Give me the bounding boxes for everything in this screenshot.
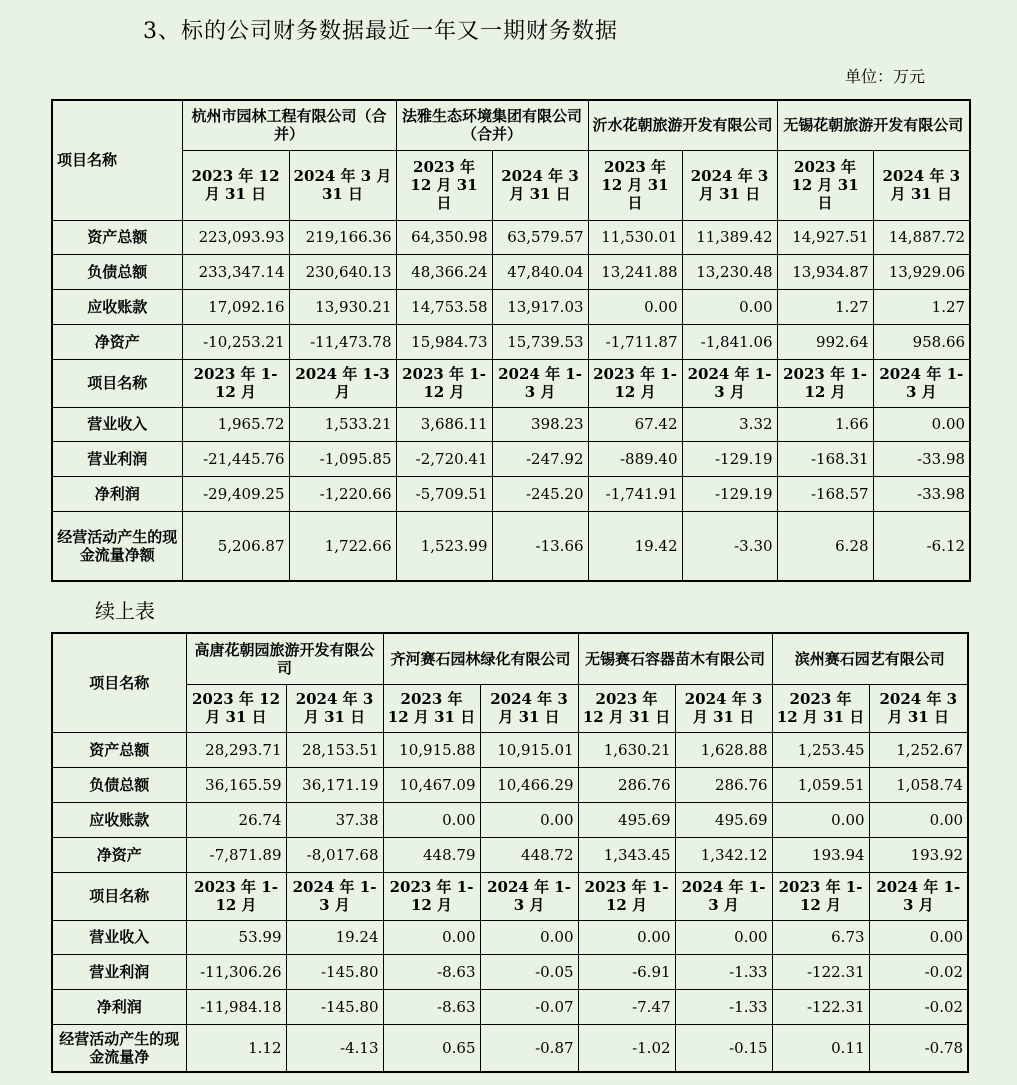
value-cell: -0.78 (869, 1024, 968, 1072)
date-header: 2023 年 12 月 31 日 (772, 684, 869, 732)
period-header: 2024 年 1-3 月 (480, 872, 578, 920)
date-header: 2023 年 12 月 31 日 (186, 684, 286, 732)
value-cell: -0.07 (480, 989, 578, 1024)
date-header: 2024 年 3 月 31 日 (873, 150, 970, 220)
date-header: 2024 年 3 月 31 日 (286, 684, 383, 732)
row-label: 营业收入 (52, 407, 182, 441)
value-cell: 10,915.01 (480, 732, 578, 767)
value-cell: 286.76 (578, 767, 675, 802)
date-header: 2023 年 12 月 31 日 (777, 150, 873, 220)
value-cell: 36,165.59 (186, 767, 286, 802)
company-header: 滨州赛石园艺有限公司 (772, 633, 968, 684)
value-cell: -129.19 (682, 441, 777, 476)
value-cell: 10,467.09 (383, 767, 480, 802)
period-header: 2024 年 1-3 月 (289, 359, 396, 407)
company-header: 杭州市园林工程有限公司（合并） (182, 100, 396, 150)
value-cell: -1.33 (675, 954, 772, 989)
value-cell: -2,720.41 (396, 441, 492, 476)
item-name-header: 项目名称 (52, 872, 186, 920)
value-cell: -122.31 (772, 989, 869, 1024)
period-header: 2023 年 1-12 月 (383, 872, 480, 920)
value-cell: -33.98 (873, 441, 970, 476)
value-cell: -11,984.18 (186, 989, 286, 1024)
period-header: 2023 年 1-12 月 (396, 359, 492, 407)
value-cell: -122.31 (772, 954, 869, 989)
value-cell: 13,934.87 (777, 254, 873, 289)
value-cell: 3,686.11 (396, 407, 492, 441)
value-cell: -245.20 (492, 476, 588, 511)
period-header: 2024 年 1-3 月 (492, 359, 588, 407)
continued-label: 续上表 (95, 599, 155, 623)
value-cell: -7,871.89 (186, 837, 286, 872)
value-cell: -1,841.06 (682, 324, 777, 359)
value-cell: 53.99 (186, 920, 286, 954)
value-cell: -6.12 (873, 511, 970, 581)
row-label: 负债总额 (52, 254, 182, 289)
date-header: 2023 年 12 月 31 日 (396, 150, 492, 220)
item-name-header: 项目名称 (52, 633, 186, 732)
financial-table-2 (51, 632, 969, 1073)
period-header: 2024 年 1-3 月 (682, 359, 777, 407)
value-cell: 1,630.21 (578, 732, 675, 767)
period-header: 2024 年 1-3 月 (675, 872, 772, 920)
value-cell: 0.65 (383, 1024, 480, 1072)
value-cell: 0.00 (480, 920, 578, 954)
value-cell: 1,059.51 (772, 767, 869, 802)
value-cell: -0.05 (480, 954, 578, 989)
row-label: 营业利润 (52, 441, 182, 476)
value-cell: -0.87 (480, 1024, 578, 1072)
company-header: 无锡赛石容器苗木有限公司 (578, 633, 772, 684)
value-cell: -247.92 (492, 441, 588, 476)
value-cell: 11,530.01 (588, 220, 682, 254)
value-cell: -1.02 (578, 1024, 675, 1072)
value-cell: 28,153.51 (286, 732, 383, 767)
period-header: 2023 年 1-12 月 (182, 359, 289, 407)
company-header: 高唐花朝园旅游开发有限公司 (186, 633, 383, 684)
period-header: 2023 年 1-12 月 (777, 359, 873, 407)
row-label: 营业收入 (52, 920, 186, 954)
value-cell: 0.00 (480, 802, 578, 837)
value-cell: 6.28 (777, 511, 873, 581)
value-cell: 1,722.66 (289, 511, 396, 581)
value-cell: -3.30 (682, 511, 777, 581)
value-cell: -33.98 (873, 476, 970, 511)
date-header: 2024 年 3 月 31 日 (289, 150, 396, 220)
section-heading: 3、标的公司财务数据最近一年又一期财务数据 (143, 19, 618, 44)
unit-label: 单位：万元 (844, 67, 925, 86)
row-label: 经营活动产生的现金流量净额 (52, 511, 182, 581)
value-cell: 1,628.88 (675, 732, 772, 767)
value-cell: 1.66 (777, 407, 873, 441)
row-label: 应收账款 (52, 802, 186, 837)
date-header: 2024 年 3 月 31 日 (480, 684, 578, 732)
value-cell: -0.15 (675, 1024, 772, 1072)
value-cell: -29,409.25 (182, 476, 289, 511)
value-cell: 1,343.45 (578, 837, 675, 872)
row-label: 经营活动产生的现金流量净 (52, 1024, 186, 1072)
value-cell: -8,017.68 (286, 837, 383, 872)
date-header: 2024 年 3 月 31 日 (869, 684, 968, 732)
value-cell: 0.00 (869, 920, 968, 954)
value-cell: -145.80 (286, 989, 383, 1024)
value-cell: 36,171.19 (286, 767, 383, 802)
value-cell: -6.91 (578, 954, 675, 989)
value-cell: 13,230.48 (682, 254, 777, 289)
period-header: 2024 年 1-3 月 (873, 359, 970, 407)
period-header: 2023 年 1-12 月 (186, 872, 286, 920)
value-cell: 1.27 (777, 289, 873, 324)
value-cell: -0.02 (869, 989, 968, 1024)
date-header: 2023 年 12 月 31 日 (588, 150, 682, 220)
value-cell: 1,252.67 (869, 732, 968, 767)
value-cell: -4.13 (286, 1024, 383, 1072)
value-cell: 28,293.71 (186, 732, 286, 767)
value-cell: 48,366.24 (396, 254, 492, 289)
value-cell: -1,220.66 (289, 476, 396, 511)
value-cell: 10,915.88 (383, 732, 480, 767)
value-cell: 13,930.21 (289, 289, 396, 324)
period-header: 2023 年 1-12 月 (578, 872, 675, 920)
row-label: 净资产 (52, 837, 186, 872)
company-header: 法雅生态环境集团有限公司（合并） (396, 100, 588, 150)
value-cell: 63,579.57 (492, 220, 588, 254)
financial-table-1 (51, 99, 971, 582)
date-header: 2024 年 3 月 31 日 (675, 684, 772, 732)
value-cell: 448.79 (383, 837, 480, 872)
value-cell: 193.94 (772, 837, 869, 872)
value-cell: -1,711.87 (588, 324, 682, 359)
row-label: 应收账款 (52, 289, 182, 324)
value-cell: 495.69 (675, 802, 772, 837)
value-cell: -168.57 (777, 476, 873, 511)
value-cell: 1,965.72 (182, 407, 289, 441)
value-cell: 19.24 (286, 920, 383, 954)
item-name-header: 项目名称 (52, 359, 182, 407)
value-cell: 193.92 (869, 837, 968, 872)
value-cell: 15,984.73 (396, 324, 492, 359)
value-cell: 0.00 (682, 289, 777, 324)
value-cell: 0.00 (772, 802, 869, 837)
value-cell: -11,306.26 (186, 954, 286, 989)
value-cell: -889.40 (588, 441, 682, 476)
value-cell: 0.00 (578, 920, 675, 954)
value-cell: -13.66 (492, 511, 588, 581)
value-cell: 10,466.29 (480, 767, 578, 802)
value-cell: 11,389.42 (682, 220, 777, 254)
value-cell: 19.42 (588, 511, 682, 581)
value-cell: -11,473.78 (289, 324, 396, 359)
value-cell: 0.11 (772, 1024, 869, 1072)
value-cell: 286.76 (675, 767, 772, 802)
value-cell: 47,840.04 (492, 254, 588, 289)
value-cell: 1,533.21 (289, 407, 396, 441)
value-cell: 0.00 (588, 289, 682, 324)
value-cell: 13,917.03 (492, 289, 588, 324)
value-cell: 26.74 (186, 802, 286, 837)
value-cell: 14,753.58 (396, 289, 492, 324)
date-header: 2023 年 12 月 31 日 (383, 684, 480, 732)
value-cell: -8.63 (383, 954, 480, 989)
value-cell: 0.00 (383, 802, 480, 837)
date-header: 2023 年 12 月 31 日 (182, 150, 289, 220)
value-cell: 5,206.87 (182, 511, 289, 581)
company-header: 齐河赛石园林绿化有限公司 (383, 633, 578, 684)
row-label: 净利润 (52, 989, 186, 1024)
value-cell: 0.00 (383, 920, 480, 954)
value-cell: 1.27 (873, 289, 970, 324)
row-label: 净利润 (52, 476, 182, 511)
value-cell: 14,887.72 (873, 220, 970, 254)
value-cell: 233,347.14 (182, 254, 289, 289)
value-cell: 230,640.13 (289, 254, 396, 289)
value-cell: 13,241.88 (588, 254, 682, 289)
row-label: 资产总额 (52, 732, 186, 767)
value-cell: 495.69 (578, 802, 675, 837)
value-cell: 13,929.06 (873, 254, 970, 289)
value-cell: -8.63 (383, 989, 480, 1024)
value-cell: -168.31 (777, 441, 873, 476)
company-header: 沂水花朝旅游开发有限公司 (588, 100, 777, 150)
value-cell: -21,445.76 (182, 441, 289, 476)
row-label: 营业利润 (52, 954, 186, 989)
value-cell: 1,342.12 (675, 837, 772, 872)
value-cell: 0.00 (873, 407, 970, 441)
value-cell: 6.73 (772, 920, 869, 954)
value-cell: -10,253.21 (182, 324, 289, 359)
value-cell: 223,093.93 (182, 220, 289, 254)
value-cell: 1.12 (186, 1024, 286, 1072)
value-cell: 37.38 (286, 802, 383, 837)
date-header: 2024 年 3 月 31 日 (682, 150, 777, 220)
value-cell: -0.02 (869, 954, 968, 989)
value-cell: -7.47 (578, 989, 675, 1024)
item-name-header: 项目名称 (52, 100, 182, 220)
row-label: 资产总额 (52, 220, 182, 254)
company-header: 无锡花朝旅游开发有限公司 (777, 100, 970, 150)
value-cell: 14,927.51 (777, 220, 873, 254)
row-label: 净资产 (52, 324, 182, 359)
value-cell: 992.64 (777, 324, 873, 359)
value-cell: 3.32 (682, 407, 777, 441)
value-cell: 219,166.36 (289, 220, 396, 254)
value-cell: -1,741.91 (588, 476, 682, 511)
period-header: 2024 年 1-3 月 (286, 872, 383, 920)
value-cell: 1,058.74 (869, 767, 968, 802)
value-cell: 64,350.98 (396, 220, 492, 254)
value-cell: 17,092.16 (182, 289, 289, 324)
period-header: 2023 年 1-12 月 (588, 359, 682, 407)
date-header: 2024 年 3 月 31 日 (492, 150, 588, 220)
period-header: 2024 年 1-3 月 (869, 872, 968, 920)
value-cell: 1,523.99 (396, 511, 492, 581)
date-header: 2023 年 12 月 31 日 (578, 684, 675, 732)
value-cell: -5,709.51 (396, 476, 492, 511)
value-cell: 958.66 (873, 324, 970, 359)
value-cell: -145.80 (286, 954, 383, 989)
value-cell: 1,253.45 (772, 732, 869, 767)
value-cell: 398.23 (492, 407, 588, 441)
value-cell: 0.00 (675, 920, 772, 954)
value-cell: 0.00 (869, 802, 968, 837)
value-cell: 67.42 (588, 407, 682, 441)
value-cell: 448.72 (480, 837, 578, 872)
value-cell: -1.33 (675, 989, 772, 1024)
value-cell: 15,739.53 (492, 324, 588, 359)
value-cell: -129.19 (682, 476, 777, 511)
period-header: 2023 年 1-12 月 (772, 872, 869, 920)
row-label: 负债总额 (52, 767, 186, 802)
value-cell: -1,095.85 (289, 441, 396, 476)
